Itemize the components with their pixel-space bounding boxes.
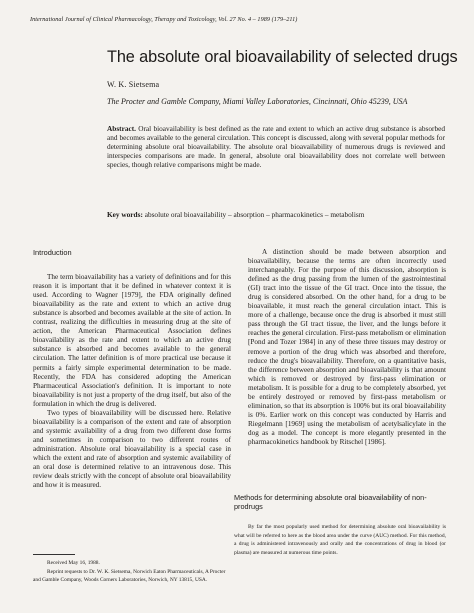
right-paragraph-1: A distinction should be made between absorption and bioavailability, because the terms are often incorrectly used interchangeably. For the purpose of this discussion, absorption is defined as the drug passing from the lumen of the gastrointestinal (GI) tract into the tissue of the GI tract. Once into the tissue, the drug is considered absorbed. On the other hand, for a drug to be bioavailable, it must reach the general circulation intact. This is more of a challenge, because once the drug is absorbed it must still pass through the GI tract tissue, the liver, and the lungs before it reaches the general circulation. First-pass metabolism or elimination [Pond and Tozer 1984] in any of these three tissues may destroy or remove a portion of the drug which was absorbed and therefore, reduce the drug's bioavailability. Therefore, on a quantitative basis, the difference between absorption and bioavailability is that amount which is removed or destroyed by first-pass elimination or metabolism. It is possible for a drug to be completely absorbed, yet be entirely destroyed or removed by first-pass metabolism or elimination, so that its absorption is 100% but its oral bioavailability is 0%. Earlier work on this concept was conducted by Harris and Riegelmann [1969] using the metabolism of acetylsalicylate in the dog as a model. The concept is more elegantly presented in the pharmacokinetics handbook by Ritschel [1986].: [248, 248, 446, 446]
footnote-divider: [33, 554, 75, 555]
footnote-reprint: Reprint requests to Dr. W. K. Sietsema, Norwich Eaton Pharmaceuticals, A Procter and Gamble Company, Woods Corners Laboratories, Norwich, NY 13815, USA.: [33, 568, 226, 584]
introduction-paragraph-2: Two types of bioavailability will be discussed here. Relative bioavailability is a comparison of the extent and rate of absorption and systemic availability of a drug from two different dose forms and sometimes in comparison to two different routes of administration. Absolute oral bioavailability is a special case in which the extent and rate of absorption and systemic availability of an oral dose is determined relative to an intravenous dose. This review deals strictly with the concept of absolute oral bioavailability and how it is measured.: [33, 408, 231, 490]
right-column: [248, 248, 446, 447]
methods-paragraph: By far the most popularly used method for determining absolute oral bioavailability is what will be referred to here as the blood area under the curve (AUC) method. For this method, a drug is administered intravenously and orally and the concentrations of drug in blood (or plasma) are measured at numerous time points.: [234, 524, 446, 556]
methods-heading: Methods for determining absolute oral bioavailability of non-prodrugs: [234, 493, 427, 511]
abstract: [107, 124, 445, 169]
keywords-text: absolute oral bioavailability – absorption – pharmacokinetics – metabolism: [144, 210, 365, 219]
abstract-text: Oral bioavailability is best defined as the rate and extent to which an active drug substance is absorbed and becomes available to the general circulation. This concept is discussed, along with several popular methods for determining absolute oral bioavailability. The absolute oral bioavailability of numerous drugs is reviewed and interspecies comparisons are made. In general, absolute oral bioavailability does not correlate well between species, though relative comparisons might be made.: [107, 124, 446, 170]
keywords: [107, 210, 447, 219]
author-name: W. K. Sietsema: [107, 80, 160, 89]
introduction-heading: Introduction: [33, 248, 72, 257]
keywords-label: Key words:: [107, 210, 143, 219]
introduction-paragraph-1: The term bioavailability has a variety of definitions and for this reason it is important that it be defined in whatever context it is used. According to Wagner [1979], the FDA originally defined bioavailability as the rate and extent to which an active drug substance is absorbed and becomes available at the site of action. In contrast, realizing the difficulties in measuring drug at the site of action, the American Pharmaceutical Association defines bioavailability as the rate and extent to which an active drug substance is absorbed and becomes available to the general circulation. The latter definition is of more practical use because it permits a fairly simple experimental determination to be made. Recently, the FDA has considered adopting the American Pharmaceutical Association's definition. It is important to note bioavailability is not just a property of the drug itself, but also of the formulation in which the drug is delivered.: [33, 273, 231, 408]
footnote-received: Received May 16, 1988.: [47, 560, 100, 566]
author-affiliation: The Procter and Gamble Company, Miami Valley Laboratories, Cincinnati, Ohio 45239, USA: [107, 97, 408, 106]
footnotes: [33, 559, 231, 585]
left-column: [33, 248, 231, 490]
abstract-label: Abstract.: [107, 124, 136, 133]
journal-header: International Journal of Clinical Pharmacology, Therapy and Toxicology, Vol. 27 No. 4 – 1989 (179–211): [30, 16, 298, 23]
article-title: The absolute oral bioavailability of selected drugs: [107, 48, 458, 66]
